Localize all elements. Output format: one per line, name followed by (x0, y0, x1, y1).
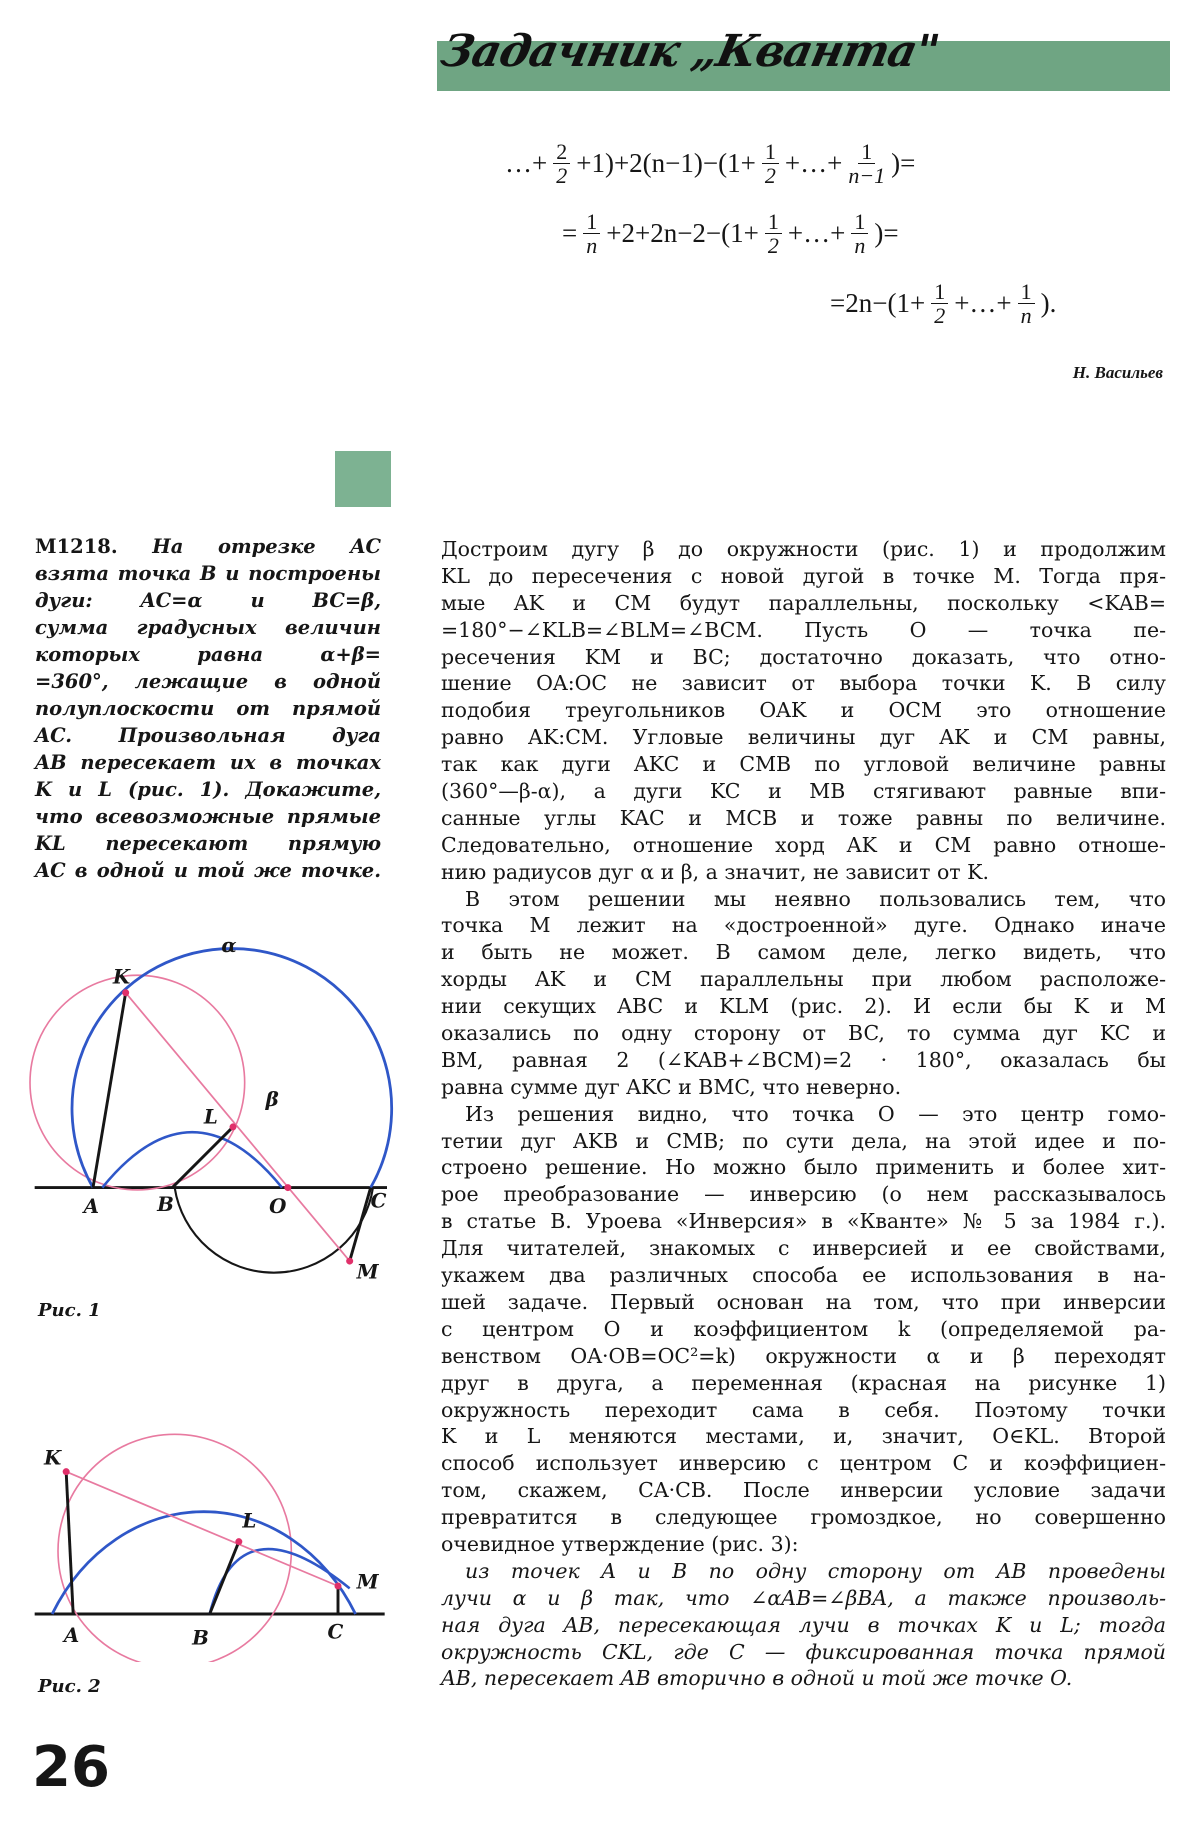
paragraph-2 (441, 886, 1166, 1101)
denominator: n (586, 233, 598, 259)
fraction (765, 210, 782, 257)
text-line: что всевозможные прямые (35, 805, 381, 828)
text-line: Для читателей, знакомых с инверсией и ее свойствами, (441, 1236, 1166, 1261)
point-m (335, 1583, 342, 1590)
text-line: укажем два различных способа ее использования в на- (441, 1263, 1166, 1288)
formula-text: +2+2n−2−(1+ (606, 218, 759, 249)
label-m: M (356, 1569, 379, 1594)
label-c: C (327, 1619, 344, 1644)
numerator: 2 (553, 140, 570, 164)
numerator: 1 (765, 210, 782, 234)
text-line: AB, пересекает AB вторично в одной и той же точке O. (441, 1666, 1073, 1691)
label-b: B (192, 1625, 209, 1650)
problem-text: На отрезке AC (152, 535, 381, 558)
figure-2 (23, 1370, 408, 1662)
text-line (35, 533, 381, 560)
fraction (848, 140, 885, 187)
figure-1-caption: Рис. 1 (38, 1300, 101, 1321)
text-line: В этом решении мы неявно пользовались тем, что (465, 886, 1166, 911)
text-line: =180°−∠KLB=∠BLM=∠BCM. Пусть O — точка пе- (441, 617, 1166, 642)
text-line: полуплоскости от прямой (35, 697, 381, 720)
text-line: Достроим дугу β до окружности (рис. 1) и продолжим (441, 537, 1166, 561)
denominator: n (854, 233, 866, 259)
variable-circle-red (58, 1434, 291, 1662)
chord-cm (350, 1188, 371, 1262)
author-signature: Н. Васильев (1072, 363, 1163, 382)
denominator: n−1 (848, 163, 886, 189)
figure-1 (23, 925, 408, 1295)
label-a: A (63, 1623, 80, 1647)
text-line: очевидное утверждение (рис. 3): (441, 1531, 799, 1556)
text-line: которых равна α+β= (35, 643, 381, 666)
formula-text: )= (874, 218, 899, 249)
numerator: 1 (851, 210, 868, 234)
text-line: превратится в следующее громоздкое, но совершенно (441, 1505, 1166, 1530)
text-line: окружность переходит сама в себя. Поэтому точки (441, 1397, 1166, 1422)
label-m: M (356, 1259, 379, 1284)
text-line: нии секущих ABC и KLM (рис. 2). И если бы K и M (441, 994, 1166, 1019)
numerator: 1 (583, 210, 600, 234)
line-klm (66, 1472, 338, 1586)
numerator: 1 (762, 140, 779, 164)
label-a: A (83, 1194, 100, 1219)
point-k (63, 1468, 70, 1475)
formula-text: )= (891, 148, 916, 179)
text-line: KL до пересечения с новой дугой в точке M. Тогда пря- (441, 563, 1166, 588)
text-line: дуги: AC=α и BC=β, (35, 589, 381, 612)
text-line: точка M лежит на «достроенной» дуге. Однако иначе (441, 913, 1166, 938)
text-line: с центром O и коэффициентом k (определяемой ра- (441, 1316, 1166, 1341)
denominator: n (1020, 303, 1032, 329)
text-line: Из решения видно, что точка O — это центр гомо- (465, 1101, 1166, 1126)
text-line: K и L меняются местами, и, значит, O∈KL. Второй (441, 1424, 1166, 1449)
formula-text: +…+ (784, 148, 843, 179)
text-line: =360°, лежащие в одной (35, 670, 381, 693)
formula-text: +1)+2(n−1)−(1+ (576, 148, 756, 179)
denominator: 2 (556, 163, 568, 189)
line-km (126, 993, 350, 1261)
label-o: O (269, 1194, 287, 1219)
fraction (931, 280, 948, 327)
text-line: KL пересекают прямую (35, 832, 381, 855)
text-line: рое преобразование — инверсию (о нем рассказывалось (441, 1182, 1166, 1207)
text-line: тетии дуг AKB и CMB; по сути дела, на этой идее и по- (441, 1128, 1166, 1153)
text-line: строено решение. Но можно было применить и более хит- (441, 1155, 1166, 1180)
text-line: хорды AK и CM параллельны при любом расположе- (441, 967, 1166, 992)
fraction (851, 210, 868, 257)
formula-text: +…+ (954, 288, 1012, 319)
text-line: (360°—β-α), а дуги KC и MB стягивают равные впи- (441, 779, 1166, 804)
text-line: взята точка B и построены (35, 562, 381, 585)
point-k (122, 989, 129, 996)
text-line: нию радиусов дуг α и β, а значит, не зависит от K. (441, 859, 989, 884)
segment-bl (210, 1542, 239, 1614)
text-line: из точек A и B по одну сторону от AB проведены (465, 1558, 1166, 1583)
text-line: венством OA·OB=OC²=k) окружности α и β переходят (441, 1343, 1166, 1368)
text-line: мые AK и CM будут параллельны, поскольку <KAB= (441, 590, 1166, 615)
text-line: равна сумме дуг AKC и BMC, что неверно. (441, 1074, 902, 1099)
text-line: Следовательно, отношение хорд AK и CM равно отноше- (441, 832, 1166, 857)
text-line: друг в друга, а переменная (красная на рисунке 1) (441, 1370, 1166, 1395)
problem-number: М1218. (35, 535, 118, 558)
text-line: ресечения KM и BC; достаточно доказать, что отно- (441, 644, 1166, 669)
formula-text: =2n−(1+ (830, 288, 926, 319)
text-line: так как дуги AKC и CMB по угловой величине равны (441, 752, 1166, 777)
arc-large (52, 1512, 355, 1614)
point-m (346, 1258, 353, 1265)
text-line: подобия треугольников OAK и OCM это отношение (441, 698, 1166, 723)
label-c: C (370, 1188, 387, 1213)
text-line: AB пересекает их в точках (35, 751, 381, 774)
fraction (553, 140, 570, 187)
text-line: AC. Произвольная дуга (35, 724, 381, 747)
text-line: сумма градусных величин (35, 616, 381, 639)
label-alpha: α (221, 932, 237, 957)
chord-ak (66, 1472, 73, 1614)
text-line: BM, равная 2 (∠KAB+∠BCM)=2 · 180°, оказалась бы (441, 1047, 1166, 1072)
problem-lines (35, 560, 381, 884)
paragraph-4-italic-statement (441, 1558, 1166, 1692)
section-title: Задачник „Кванта" (436, 26, 944, 77)
text-line: AC в одной и той же точке. (35, 859, 381, 882)
point-l (230, 1123, 237, 1130)
formula-text: ). (1040, 288, 1057, 319)
numerator: 1 (1018, 280, 1035, 304)
text-line: ная дуга AB, пересекающая лучи в точках K и L; тогда (441, 1612, 1166, 1637)
page-number: 26 (32, 1735, 110, 1800)
paragraph-3 (441, 1101, 1166, 1558)
text-line: санные углы KAC и MCB и тоже равны по величине. (441, 805, 1166, 830)
label-l: L (203, 1104, 218, 1129)
text-line: оказались по одну сторону от BC, то сумма дуг KC и (441, 1021, 1166, 1046)
paragraph-1 (441, 536, 1166, 886)
formula-text: +…+ (787, 218, 846, 249)
text-line: лучи α и β так, что ∠αAB=∠βBA, а также произволь- (441, 1585, 1166, 1610)
formula-text: = (562, 218, 578, 249)
denominator: 2 (934, 303, 946, 329)
formula-line-3 (830, 280, 1056, 327)
text-line: в статье В. Уроева «Инверсия» в «Кванте» № 5 за 1984 г.). (441, 1209, 1166, 1234)
text-line: способ использует инверсию с центром C и коэффициен- (441, 1451, 1166, 1476)
denominator: 2 (764, 163, 776, 189)
text-line: K и L (рис. 1). Докажите, (35, 778, 381, 801)
label-l: L (242, 1508, 257, 1533)
label-k: K (44, 1445, 62, 1470)
solution-text (441, 536, 1166, 1692)
text-line: окружность CKL, где C — фиксированная точка прямой (441, 1639, 1166, 1664)
numerator: 1 (931, 280, 948, 304)
formula-line-1 (505, 140, 915, 187)
text-line: равно AK:CM. Угловые величины дуг AK и CM равны, (441, 725, 1166, 750)
label-k: K (112, 964, 131, 989)
problem-statement (35, 533, 381, 884)
text-line: шение OA:OC не зависит от выбора точки K. В силу (441, 671, 1166, 696)
text-line: том, скажем, CA·CB. После инверсии условие задачи (441, 1478, 1166, 1503)
fraction (583, 210, 600, 257)
point-l (235, 1538, 242, 1545)
formula-line-2 (562, 210, 899, 257)
label-beta: β (265, 1086, 279, 1111)
decorative-green-square (335, 451, 391, 507)
figure-2-caption: Рис. 2 (38, 1676, 101, 1697)
label-b: B (157, 1191, 174, 1216)
segment-bl (172, 1127, 233, 1188)
formula-text: …+ (505, 148, 548, 179)
arc-beta (102, 1132, 282, 1187)
point-o (284, 1184, 291, 1191)
fraction (762, 140, 779, 187)
numerator: 1 (858, 140, 875, 164)
text-line: шей задаче. Первый основан на том, что при инверсии (441, 1289, 1166, 1314)
denominator: 2 (767, 233, 779, 259)
fraction (1018, 280, 1035, 327)
text-line: и быть не может. В самом деле, легко видеть, что (441, 940, 1166, 965)
